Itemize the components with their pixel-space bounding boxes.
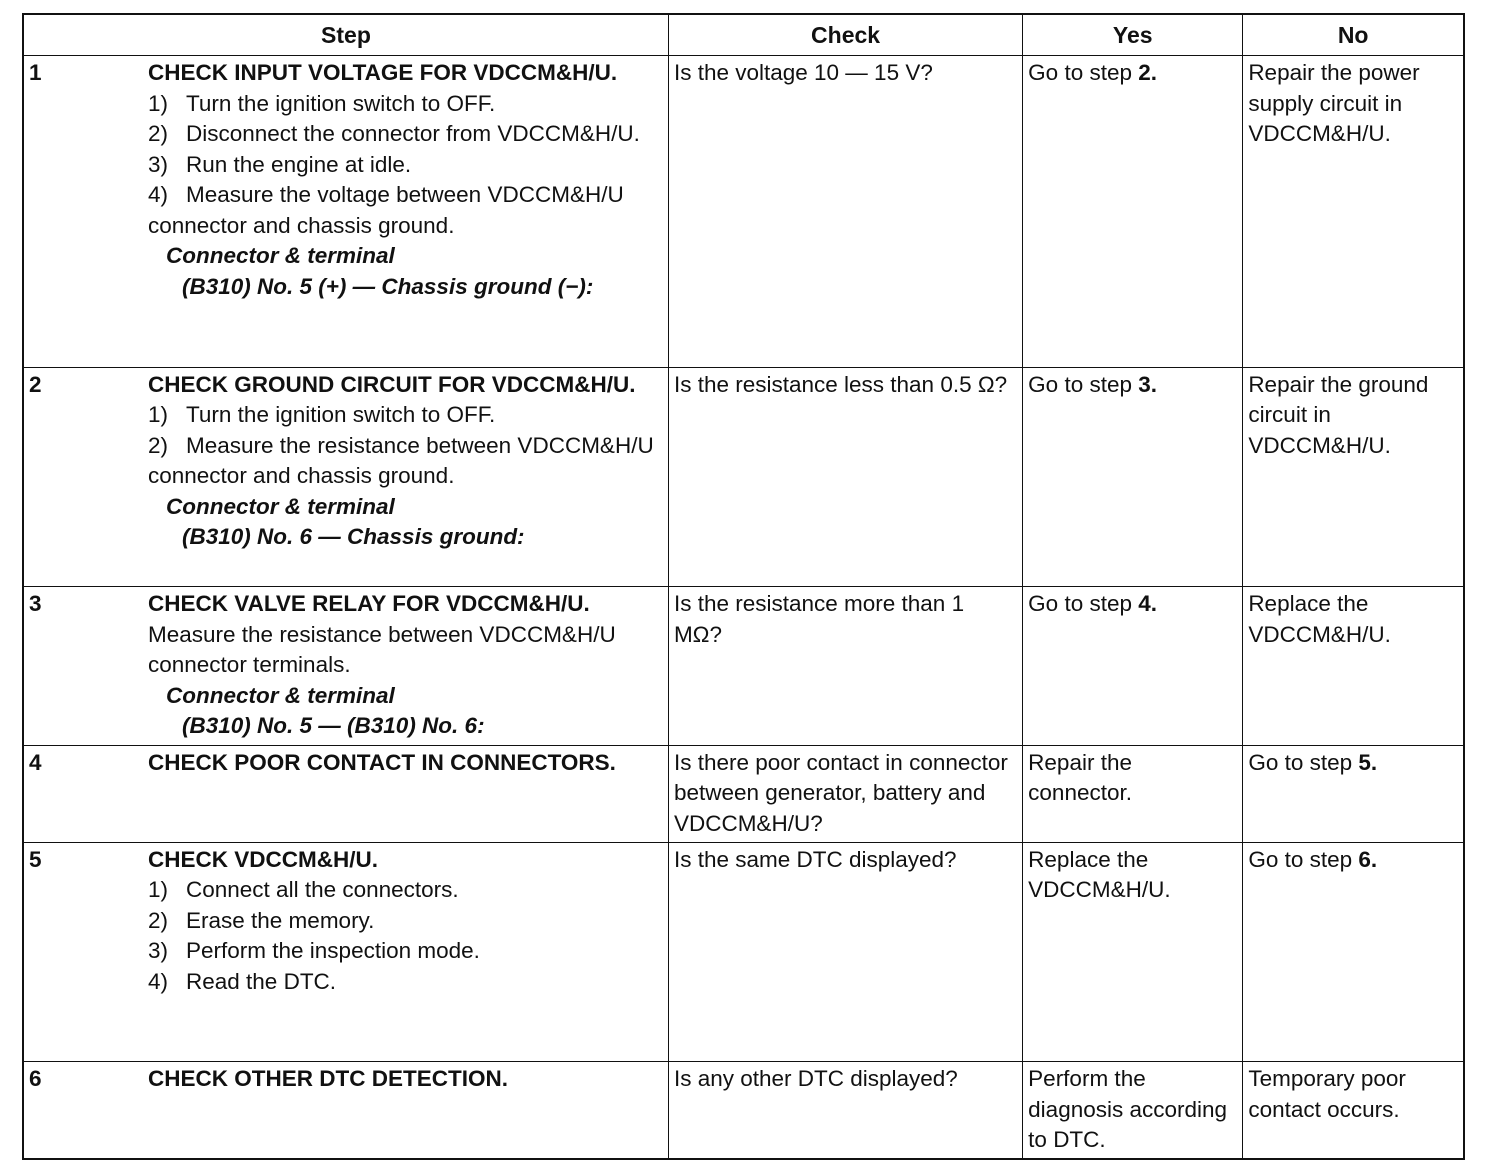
step-number: 1	[29, 60, 42, 85]
table-row	[23, 842, 1464, 1061]
step-cell	[23, 56, 668, 368]
sub-step: 1) Turn the ignition switch to OFF.	[148, 90, 496, 116]
connector-value: (B310) No. 5 — (B310) No. 6:	[182, 713, 485, 739]
diagnostic-table	[22, 13, 1465, 1160]
header-yes: Yes	[1023, 14, 1243, 56]
step-title: CHECK VALVE RELAY FOR VDCCM&H/U.	[148, 591, 590, 617]
check-cell: Is the resistance more than 1 MΩ?	[668, 587, 1022, 745]
step-title: CHECK INPUT VOLTAGE FOR VDCCM&H/U.	[148, 60, 618, 85]
step-description: Measure the resistance between VDCCM&H/U connector terminals.	[148, 621, 616, 678]
no-cell: Temporary poor contact occurs.	[1243, 1062, 1464, 1159]
yes-cell: Perform the diagnosis according to DTC.	[1023, 1062, 1243, 1159]
check-cell: Is there poor contact in connector between generator, battery and VDCCM&H/U?	[668, 745, 1022, 842]
table-row	[23, 1062, 1464, 1159]
check-cell: Is any other DTC displayed?	[668, 1062, 1022, 1159]
check-cell: Is the resistance less than 0.5 Ω?	[668, 367, 1022, 586]
no-cell: Repair the power supply circuit in VDCCM&H/U.	[1243, 56, 1464, 368]
step-number: 6	[29, 1066, 42, 1092]
yes-cell: Repair the connector.	[1023, 745, 1243, 842]
step-cell	[23, 745, 668, 842]
sub-step: 3) Run the engine at idle.	[148, 151, 412, 177]
sub-step: 4) Read the DTC.	[148, 968, 337, 994]
connector-value: (B310) No. 5 (+) — Chassis ground (−):	[182, 273, 594, 299]
step-number: 4	[29, 749, 42, 775]
yes-cell: Go to step 3.	[1023, 367, 1243, 586]
step-cell	[23, 842, 668, 1061]
table-row	[23, 56, 1464, 368]
step-title: CHECK OTHER DTC DETECTION.	[148, 1066, 508, 1092]
no-cell: Repair the ground circuit in VDCCM&H/U.	[1243, 367, 1464, 586]
connector-value: (B310) No. 6 — Chassis ground:	[182, 524, 525, 550]
yes-cell: Go to step 2.	[1023, 56, 1243, 368]
connector-label: Connector & terminal	[166, 243, 395, 268]
sub-step: 1) Connect all the connectors.	[148, 877, 459, 903]
check-cell: Is the voltage 10 — 15 V?	[668, 56, 1022, 368]
header-no: No	[1243, 14, 1464, 56]
header-row	[23, 14, 1464, 56]
connector-label: Connector & terminal	[166, 682, 395, 708]
check-cell: Is the same DTC displayed?	[668, 842, 1022, 1061]
header-step: Step	[23, 14, 668, 56]
sub-step: 3) Perform the inspection mode.	[148, 938, 480, 964]
sub-step: 1) Turn the ignition switch to OFF.	[148, 402, 496, 428]
step-title: CHECK POOR CONTACT IN CONNECTORS.	[148, 749, 616, 775]
sub-step: 4) Measure the voltage between VDCCM&H/U connector and chassis ground.	[148, 182, 624, 238]
sub-step: 2) Disconnect the connector from VDCCM&H/U.	[148, 121, 640, 146]
sub-step: 2) Erase the memory.	[148, 907, 375, 933]
step-number: 2	[29, 371, 42, 397]
step-title: CHECK GROUND CIRCUIT FOR VDCCM&H/U.	[148, 371, 636, 397]
table-row	[23, 587, 1464, 745]
sub-step: 2) Measure the resistance between VDCCM&H/U connector and chassis ground.	[148, 432, 654, 489]
step-number: 5	[29, 846, 42, 872]
table-row	[23, 745, 1464, 842]
no-cell: Go to step 5.	[1243, 745, 1464, 842]
table-row	[23, 367, 1464, 586]
step-title: CHECK VDCCM&H/U.	[148, 846, 378, 872]
yes-cell: Go to step 4.	[1023, 587, 1243, 745]
connector-label: Connector & terminal	[166, 493, 395, 519]
step-cell	[23, 367, 668, 586]
table-body	[23, 56, 1464, 1160]
step-cell	[23, 587, 668, 745]
no-cell: Replace the VDCCM&H/U.	[1243, 587, 1464, 745]
step-cell	[23, 1062, 668, 1159]
yes-cell: Replace the VDCCM&H/U.	[1023, 842, 1243, 1061]
no-cell: Go to step 6.	[1243, 842, 1464, 1061]
header-check: Check	[668, 14, 1022, 56]
step-number: 3	[29, 591, 42, 617]
